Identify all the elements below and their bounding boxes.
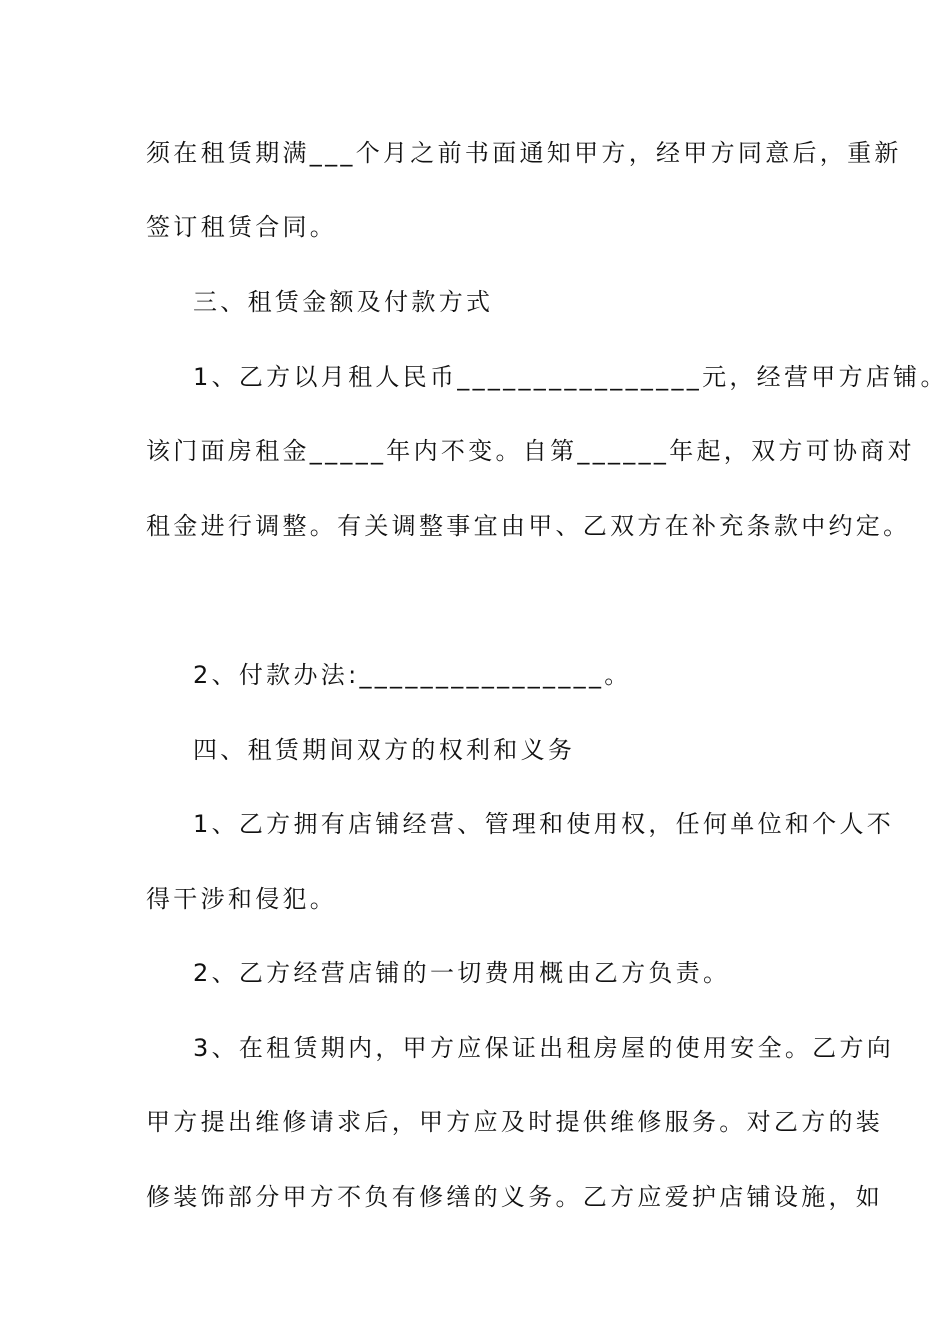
text-line: 1、乙方拥有店铺经营、管理和使用权，任何单位和个人不: [193, 810, 895, 838]
text-line: 得干涉和侵犯。: [146, 885, 338, 913]
text-line: 须在租赁期满___个月之前书面通知甲方，经甲方同意后，重新: [146, 139, 902, 167]
text-line: 2、付款办法:________________。: [193, 661, 632, 689]
text-line: 甲方提出维修请求后，甲方应及时提供维修服务。对乙方的装: [146, 1108, 884, 1136]
text-line: 2、乙方经营店铺的一切费用概由乙方负责。: [193, 959, 731, 987]
text-line: 该门面房租金_____年内不变。自第______年起，双方可协商对: [146, 437, 915, 465]
text-line: 3、在租赁期内，甲方应保证出租房屋的使用安全。乙方向: [193, 1034, 895, 1062]
text-line: 签订租赁合同。: [146, 213, 338, 241]
text-line: 租金进行调整。有关调整事宜由甲、乙双方在补充条款中约定。: [146, 512, 911, 540]
section-heading: 四、租赁期间双方的权利和义务: [193, 736, 576, 764]
text-line: 修装饰部分甲方不负有修缮的义务。乙方应爱护店铺设施，如: [146, 1183, 884, 1211]
section-heading: 三、租赁金额及付款方式: [193, 288, 494, 316]
text-line: 1、乙方以月租人民币________________元，经营甲方店铺。: [193, 363, 948, 391]
